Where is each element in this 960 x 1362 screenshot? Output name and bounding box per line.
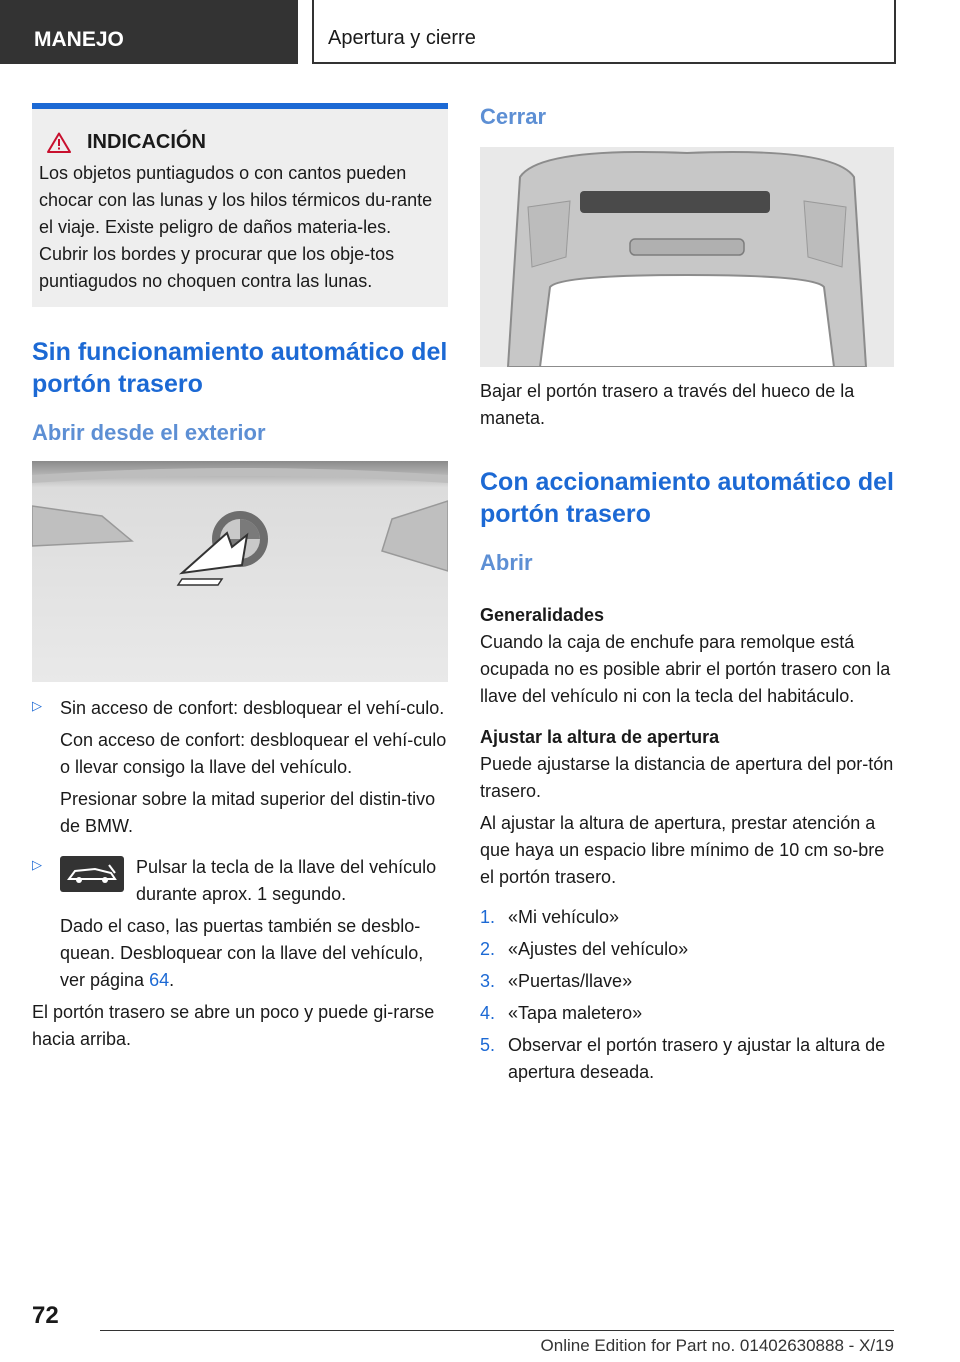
list-item [480,1032,894,1086]
header-chapter: Apertura y cierre [312,0,896,64]
tailgate-badge-image [32,461,448,682]
step-number: 2. [480,939,496,959]
bullet-line: Sin acceso de confort: desbloquear el vehí-culo. [60,698,445,718]
triangle-bullet-icon: ▷ [32,857,42,872]
general-text: Cuando la caja de enchufe para remolque está ocupada no es posible abrir el portón trasero con la llave del vehículo ni con la tecla del habitáculo. [480,632,891,706]
list-item [480,936,894,963]
section-heading-auto: Con accionamiento automático del portón trasero [480,468,894,528]
close-text: Bajar el portón trasero a través del hueco de la maneta. [480,381,855,428]
key-tailgate-button-icon [60,856,124,892]
heading-adjust-height: Ajustar la altura de apertura [480,727,720,747]
step-text: «Mi vehículo» [508,907,620,927]
list-item [32,695,448,840]
adjust-text: Puede ajustarse la distancia de apertura del por-tón trasero. [480,754,894,801]
list-item [480,904,894,931]
step-number: 5. [480,1035,496,1055]
page-link[interactable]: 64 [149,970,170,990]
footer-edition: Online Edition for Part no. 01402630888 - X/19 [540,1336,894,1355]
list-item [480,968,894,995]
warning-icon [47,132,71,153]
step-text: «Tapa maletero» [508,1003,643,1023]
step-number: 4. [480,1003,496,1023]
section-heading-manual: Sin funcionamiento automático del portón trasero [32,338,448,398]
step-number: 1. [480,907,496,927]
auto-content [480,602,894,1086]
subheading-close: Cerrar [480,104,547,129]
adjust-text: Al ajustar la altura de apertura, prestar atención a que haya un espacio libre mínimo de 10 cm so-bre el portón trasero. [480,813,885,887]
step-text: Observar el portón trasero y ajustar la altura de apertura deseada. [508,1035,886,1082]
list-item [32,854,448,994]
bullet-note [60,913,448,994]
warning-header [87,131,436,154]
tailgate-inside-image [480,147,894,367]
step-text: «Puertas/llave» [508,971,633,991]
closing-text: El portón trasero se abre un poco y puede gi-rarse hacia arriba. [32,1002,435,1049]
warning-title: INDICACIÓN [87,131,206,153]
warning-box [32,103,448,307]
note-suffix: . [169,970,175,990]
page-number: 72 [32,1302,59,1329]
bullet-line: Presionar sobre la mitad superior del distin-tivo de BMW. [60,789,436,836]
bullet-line: Pulsar la tecla de la llave del vehículo durante aprox. 1 segundo. [136,857,437,904]
numbered-steps [480,904,894,1086]
footer-divider [100,1330,894,1331]
bullet-line: Con acceso de confort: desbloquear el vehí-culo o llevar consigo la llave del vehículo. [60,730,447,777]
warning-text: Los objetos puntiagudos o con cantos pueden chocar con las lunas y los hilos térmicos du-rante el viaje. Existe peligro de daños materia-les. Cubrir los bordes y procurar que los obje-tos puntiagudos no choquen contra las lunas. [39,163,433,291]
header-section: MANEJO [0,0,298,64]
heading-general: Generalidades [480,605,605,625]
triangle-bullet-icon: ▷ [32,698,42,713]
step-text: «Ajustes del vehículo» [508,939,689,959]
step-number: 3. [480,971,496,991]
list-item [480,1000,894,1027]
bullet-list-open [32,695,448,1053]
subheading-open: Abrir [480,550,533,575]
note-text: Dado el caso, las puertas también se desblo-quean. Desbloquear con la llave del vehículo, ver página [60,916,424,990]
subheading-open-outside: Abrir desde el exterior [32,420,266,445]
